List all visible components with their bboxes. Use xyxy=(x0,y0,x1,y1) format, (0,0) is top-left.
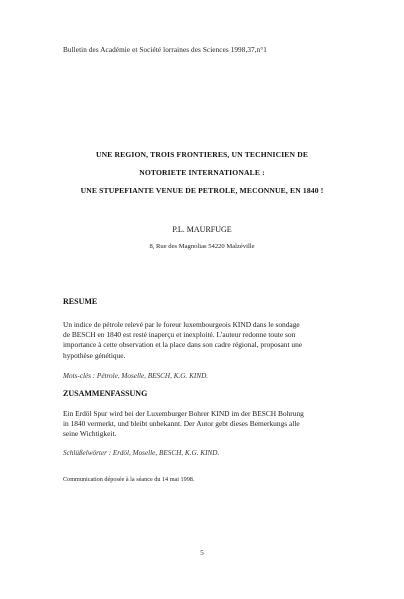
resume-line: Un indice de pétrole relevé par le foreur luxembourgeois KIND dans le sondage xyxy=(63,320,300,329)
zusammenfassung-line: seine Wichtigkeit. xyxy=(63,429,117,439)
title-line-1: UNE REGION, TROIS FRONTIERES, UN TECHNICIEN DE xyxy=(95,150,309,159)
resume-line: importance à cette observation et la place dans son cadre régional, proposant une xyxy=(63,340,303,350)
title-line-2: NOTORIETE INTERNATIONALE : xyxy=(139,168,265,177)
title-line-3: UNE STUPEFIANTE VENUE DE PETROLE, MECONNUE, EN 1840 ! xyxy=(80,186,324,195)
communication-note: Communication déposée à la séance du 14 mai 1998. xyxy=(63,476,195,483)
zusammenfassung-line: in 1840 vermerkt, und bleibt unbekannt. Der Autor gebt dieses Bemerkungs alle xyxy=(63,419,300,429)
zusammenfassung-heading: ZUSAMMENFASSUNG xyxy=(63,389,148,398)
author-name: P.L. MAURFUGE xyxy=(172,225,232,234)
resume-heading: RESUME xyxy=(63,297,98,306)
zusammenfassung-keywords: Schlüßelwörter : Erdöl, Moselle, BESCH, K.G. KIND. xyxy=(63,449,220,457)
resume-line: de BESCH en 1840 est resté inaperçu et inexploité. L'auteur redonne toute son xyxy=(63,330,296,340)
zusammenfassung-paragraph xyxy=(63,409,345,440)
journal-header: Bulletin des Académie et Société lorraines des Sciences 1998,37,n°1 xyxy=(63,46,267,54)
resume-line: hypothèse génétique. xyxy=(63,350,126,360)
resume-keywords: Mots-clés : Pétrole, Moselle, BESCH, K.G. KIND. xyxy=(63,372,209,380)
resume-paragraph xyxy=(63,320,345,361)
author-address: 8, Rue des Magnolias 54220 Malzéville xyxy=(149,243,255,250)
zusammenfassung-line: Ein Erdöl Spur wird bei der Luxemburger Bohrer KIND im der BESCH Bohrung xyxy=(63,409,304,418)
page-number: 5 xyxy=(200,549,204,557)
